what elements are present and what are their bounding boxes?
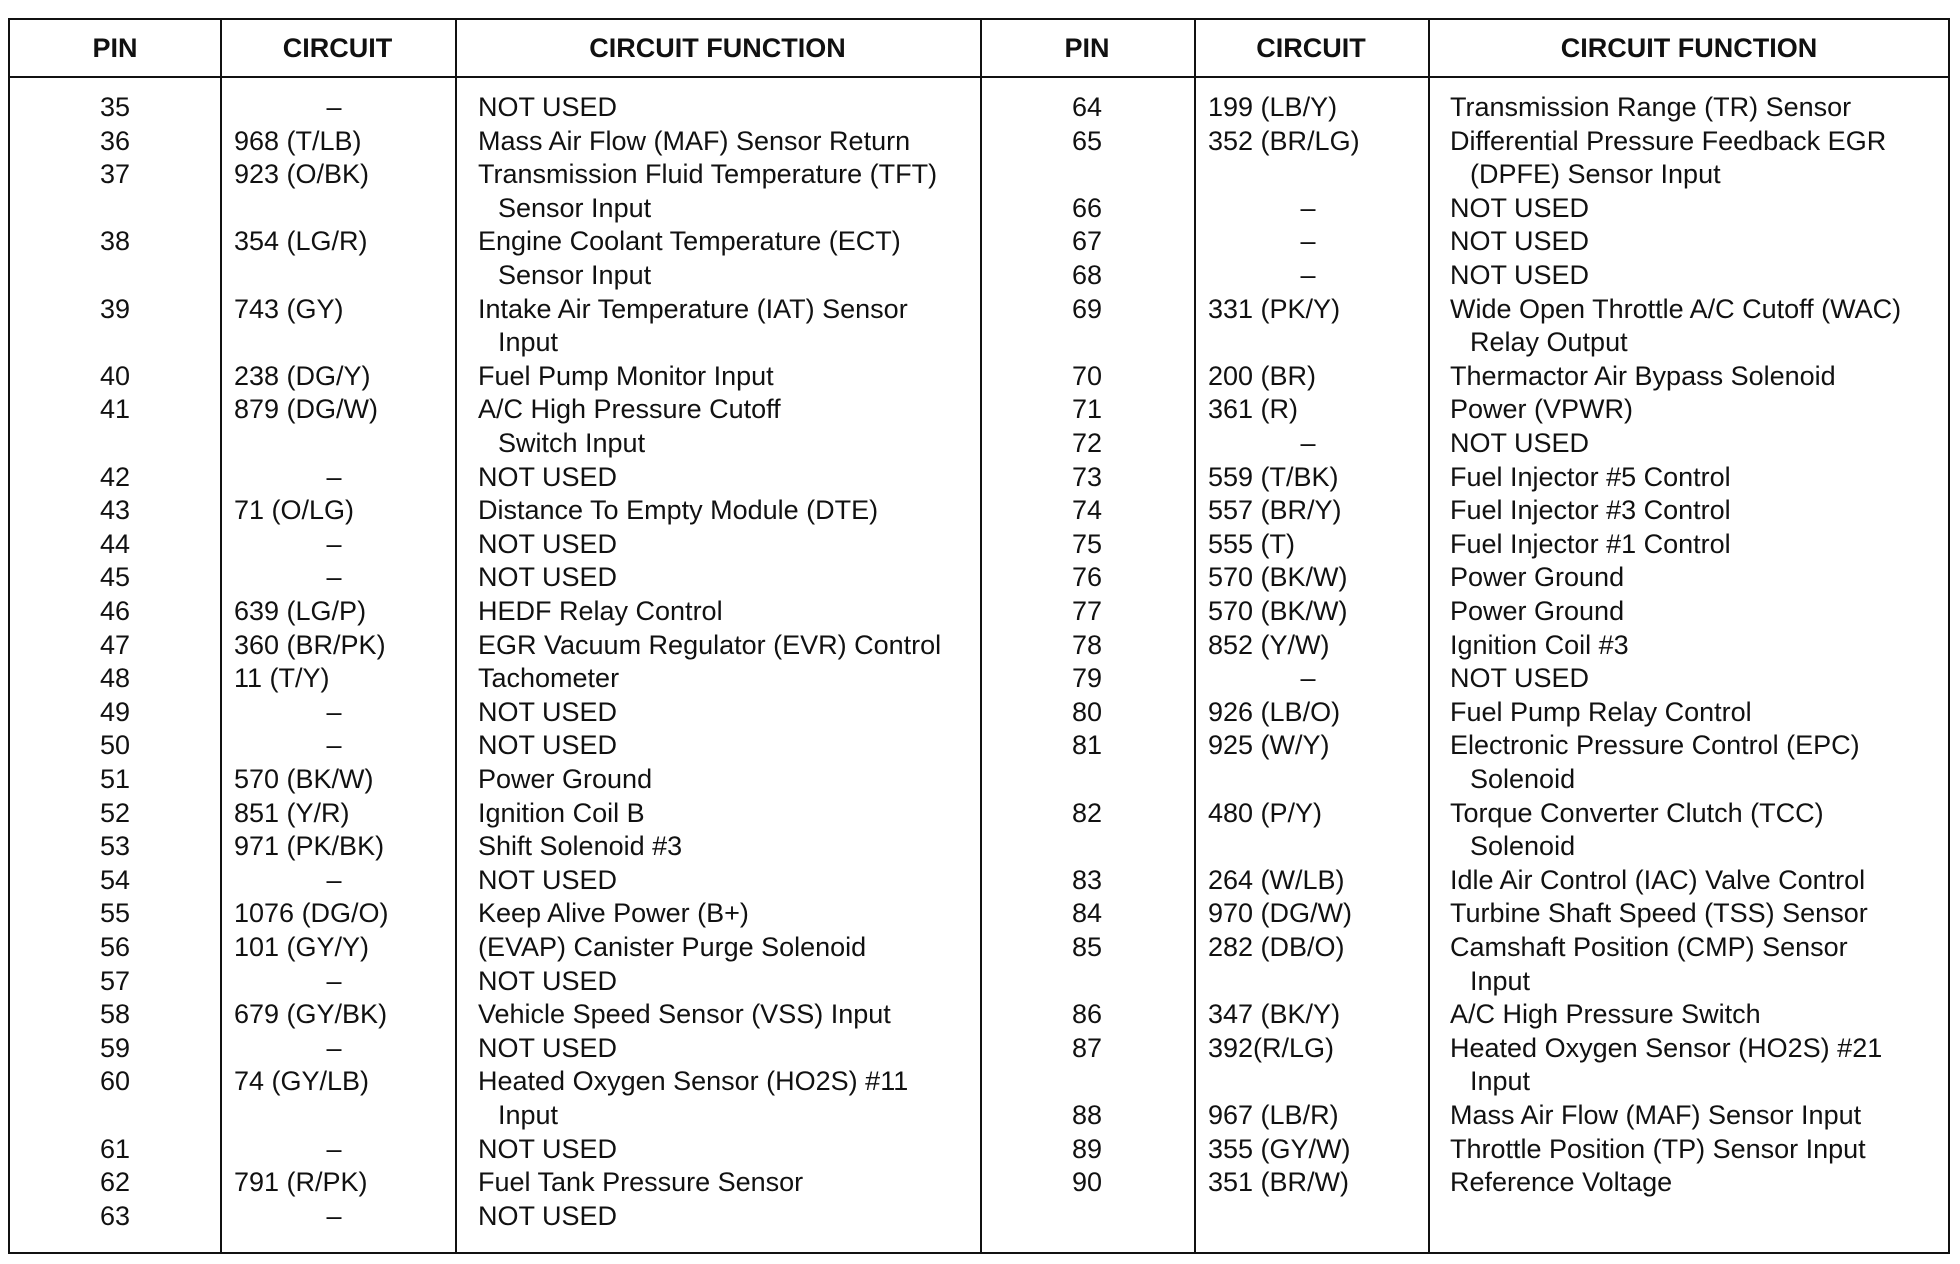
pin-number: 90 (1071, 1167, 1103, 1198)
pin-number: 45 (99, 562, 131, 593)
pin-number: 61 (99, 1133, 131, 1164)
circuit-code: 971 (PK/BK) (234, 831, 385, 862)
circuit-code: – (326, 92, 342, 122)
pin-number: 89 (1071, 1133, 1103, 1164)
header-pin-left: PIN (92, 33, 138, 63)
pin-number: 69 (1071, 293, 1103, 324)
circuit-code: – (326, 1032, 342, 1063)
circuit-function: Turbine Shaft Speed (TSS) Sensor (1450, 898, 1868, 929)
circuit-function: Distance To Empty Module (DTE) (478, 495, 879, 526)
circuit-function: NOT USED (478, 92, 618, 122)
circuit-function: NOT USED (1450, 260, 1590, 290)
circuit-function: Engine Coolant Temperature (ECT) (478, 226, 901, 257)
circuit-code: – (326, 730, 342, 761)
circuit-code: – (326, 696, 342, 727)
circuit-code: 879 (DG/W) (234, 394, 379, 425)
pin-number: 37 (99, 159, 131, 190)
pin-number: 46 (99, 596, 131, 626)
circuit-function-continued: Input (1470, 965, 1531, 996)
circuit-code: 347 (BK/Y) (1208, 999, 1341, 1030)
circuit-function: Transmission Fluid Temperature (TFT) (478, 159, 938, 190)
pin-number: 41 (99, 394, 131, 425)
circuit-code: 360 (BR/PK) (234, 629, 386, 660)
pin-number: 77 (1071, 596, 1103, 626)
pin-number: 64 (1071, 92, 1103, 122)
header-pin-right: PIN (1064, 33, 1110, 63)
pin-number: 42 (99, 461, 131, 492)
circuit-code: 967 (LB/R) (1208, 1100, 1339, 1130)
pin-number: 35 (99, 92, 131, 122)
pin-number: 83 (1071, 864, 1103, 895)
circuit-code: 851 (Y/R) (234, 797, 350, 828)
pin-number: 58 (99, 999, 131, 1030)
circuit-function: Tachometer (478, 663, 620, 694)
circuit-function: Transmission Range (TR) Sensor (1450, 92, 1852, 122)
circuit-function: Ignition Coil B (478, 797, 645, 828)
pin-number: 65 (1071, 125, 1103, 156)
circuit-code: – (326, 965, 342, 996)
circuit-function: EGR Vacuum Regulator (EVR) Control (478, 629, 942, 660)
circuit-function: Reference Voltage (1450, 1167, 1673, 1198)
circuit-code: 392(R/LG) (1208, 1032, 1335, 1063)
circuit-function: Idle Air Control (IAC) Valve Control (1450, 864, 1866, 895)
circuit-code: 639 (LG/P) (234, 596, 367, 626)
pin-number: 71 (1071, 394, 1103, 425)
circuit-code: 557 (BR/Y) (1208, 495, 1342, 526)
circuit-function: NOT USED (478, 1133, 618, 1164)
circuit-function: Fuel Pump Monitor Input (478, 360, 774, 391)
circuit-function-continued: Relay Output (1470, 327, 1628, 358)
circuit-code: 743 (GY) (234, 293, 344, 324)
column-divider (455, 20, 457, 1252)
circuit-function: HEDF Relay Control (478, 596, 723, 626)
circuit-code: – (326, 461, 342, 492)
pin-number: 43 (99, 495, 131, 526)
pin-number: 85 (1071, 932, 1103, 962)
pin-number: 36 (99, 125, 131, 156)
circuit-function-continued: Solenoid (1470, 831, 1576, 862)
pin-number: 51 (99, 764, 131, 794)
pin-number: 59 (99, 1032, 131, 1063)
pin-number: 52 (99, 797, 131, 828)
circuit-code: 101 (GY/Y) (234, 932, 370, 962)
circuit-code: 925 (W/Y) (1208, 730, 1330, 761)
circuit-function: Mass Air Flow (MAF) Sensor Return (478, 125, 911, 156)
circuit-code: 199 (LB/Y) (1208, 92, 1338, 122)
circuit-code: 200 (BR) (1208, 360, 1317, 391)
circuit-code: 559 (T/BK) (1208, 461, 1339, 492)
circuit-function-continued: Solenoid (1470, 764, 1576, 794)
pin-number: 48 (99, 663, 131, 694)
circuit-code: – (1300, 663, 1316, 694)
pin-number: 82 (1071, 797, 1103, 828)
circuit-code: 480 (P/Y) (1208, 797, 1323, 828)
circuit-function: Fuel Pump Relay Control (1450, 696, 1752, 727)
circuit-function: NOT USED (1450, 192, 1590, 223)
pin-number: 44 (99, 528, 131, 559)
circuit-code: 926 (LB/O) (1208, 696, 1341, 727)
circuit-function: Intake Air Temperature (IAT) Sensor (478, 293, 908, 324)
header-rule (10, 76, 1948, 78)
circuit-function: Shift Solenoid #3 (478, 831, 683, 862)
circuit-function: A/C High Pressure Cutoff (478, 394, 781, 425)
circuit-code: 679 (GY/BK) (234, 999, 388, 1030)
pin-number: 74 (1071, 495, 1103, 526)
circuit-function: Torque Converter Clutch (TCC) (1450, 797, 1824, 828)
circuit-code: 570 (BK/W) (1208, 596, 1348, 626)
circuit-function: Vehicle Speed Sensor (VSS) Input (478, 999, 891, 1030)
pin-number: 55 (99, 898, 131, 929)
circuit-function: NOT USED (1450, 663, 1590, 694)
circuit-code: 968 (T/LB) (234, 125, 362, 156)
circuit-function: Fuel Injector #3 Control (1450, 495, 1731, 526)
circuit-function: Keep Alive Power (B+) (478, 898, 749, 929)
pin-table (8, 18, 1950, 1254)
circuit-function: Differential Pressure Feedback EGR (1450, 125, 1887, 156)
column-divider (1194, 20, 1196, 1252)
pin-number: 84 (1071, 898, 1103, 929)
pin-number: 87 (1071, 1032, 1103, 1063)
pin-number: 86 (1071, 999, 1103, 1030)
circuit-function: Power Ground (1450, 596, 1625, 626)
circuit-function: Fuel Injector #5 Control (1450, 461, 1731, 492)
circuit-code: – (1300, 428, 1316, 458)
circuit-function-continued: (DPFE) Sensor Input (1470, 159, 1721, 190)
circuit-function: Power Ground (1450, 562, 1625, 593)
pin-number: 50 (99, 730, 131, 761)
circuit-code: 570 (BK/W) (1208, 562, 1348, 593)
circuit-code: – (326, 1133, 342, 1164)
circuit-code: 361 (R) (1208, 394, 1299, 425)
header-circuit-right: CIRCUIT (1256, 33, 1366, 63)
pin-number: 62 (99, 1167, 131, 1198)
circuit-code: 355 (GY/W) (1208, 1133, 1351, 1164)
pin-number: 53 (99, 831, 131, 862)
circuit-function-continued: Switch Input (498, 428, 646, 458)
circuit-function-continued: Sensor Input (498, 192, 652, 223)
circuit-function: Electronic Pressure Control (EPC) (1450, 730, 1860, 761)
circuit-function: Throttle Position (TP) Sensor Input (1450, 1133, 1866, 1164)
pin-number: 60 (99, 1066, 131, 1097)
circuit-code: 970 (DG/W) (1208, 898, 1353, 929)
circuit-function: Heated Oxygen Sensor (HO2S) #21 (1450, 1032, 1883, 1063)
circuit-code: – (326, 864, 342, 895)
circuit-function: Camshaft Position (CMP) Sensor (1450, 932, 1848, 962)
circuit-function: NOT USED (478, 461, 618, 492)
pin-number: 72 (1071, 428, 1103, 458)
column-divider (220, 20, 222, 1252)
circuit-function: NOT USED (478, 562, 618, 593)
circuit-code: 1076 (DG/O) (234, 898, 389, 929)
circuit-code: 74 (GY/LB) (234, 1066, 370, 1097)
header-circuit-function-left: CIRCUIT FUNCTION (589, 33, 846, 63)
circuit-function: Heated Oxygen Sensor (HO2S) #11 (478, 1066, 909, 1097)
circuit-code: 238 (DG/Y) (234, 360, 371, 391)
pin-number: 56 (99, 932, 131, 962)
circuit-function: NOT USED (478, 1200, 618, 1231)
circuit-code: 570 (BK/W) (234, 764, 374, 794)
circuit-function: Power Ground (478, 764, 653, 794)
circuit-code: 352 (BR/LG) (1208, 125, 1360, 156)
circuit-function: Thermactor Air Bypass Solenoid (1450, 360, 1836, 391)
circuit-code: 11 (T/Y) (234, 663, 330, 694)
circuit-code: 354 (LG/R) (234, 226, 368, 257)
circuit-code: 331 (PK/Y) (1208, 293, 1341, 324)
circuit-code: – (326, 528, 342, 559)
circuit-function: NOT USED (478, 696, 618, 727)
pin-number: 54 (99, 864, 131, 895)
circuit-code: – (1300, 260, 1316, 290)
circuit-function: NOT USED (1450, 428, 1590, 458)
circuit-function: NOT USED (478, 864, 618, 895)
circuit-function-continued: Sensor Input (498, 260, 652, 290)
header-circuit-left: CIRCUIT (282, 33, 393, 63)
pin-number: 75 (1071, 528, 1103, 559)
circuit-function: NOT USED (478, 1032, 618, 1063)
circuit-function: A/C High Pressure Switch (1450, 999, 1761, 1030)
circuit-code: 282 (DB/O) (1208, 932, 1345, 962)
pin-number: 78 (1071, 629, 1103, 660)
circuit-function: NOT USED (1450, 226, 1590, 257)
pin-number: 70 (1071, 360, 1103, 391)
circuit-function: NOT USED (478, 730, 618, 761)
pin-number: 81 (1071, 730, 1103, 761)
circuit-function: NOT USED (478, 965, 618, 996)
pin-number: 67 (1071, 226, 1103, 257)
pin-number: 40 (99, 360, 131, 391)
pin-number: 39 (99, 293, 131, 324)
circuit-function-continued: Input (498, 327, 559, 358)
pin-number: 66 (1071, 192, 1103, 223)
circuit-code: 71 (O/LG) (234, 495, 355, 526)
circuit-function: Power (VPWR) (1450, 394, 1634, 425)
circuit-code: 852 (Y/W) (1208, 629, 1330, 660)
circuit-code: 351 (BR/W) (1208, 1167, 1350, 1198)
circuit-code: 791 (R/PK) (234, 1167, 368, 1198)
pin-number: 73 (1071, 461, 1103, 492)
pin-number: 38 (99, 226, 131, 257)
circuit-code: – (326, 1200, 342, 1231)
circuit-code: – (1300, 192, 1316, 223)
circuit-function: (EVAP) Canister Purge Solenoid (478, 932, 867, 962)
circuit-function: NOT USED (478, 528, 618, 559)
circuit-function-continued: Input (1470, 1066, 1531, 1097)
column-divider (1428, 20, 1430, 1252)
pin-number: 63 (99, 1200, 131, 1231)
pin-number: 79 (1071, 663, 1103, 694)
pin-number: 47 (99, 629, 131, 660)
header-circuit-function-right: CIRCUIT FUNCTION (1560, 33, 1818, 63)
pin-number: 49 (99, 696, 131, 727)
pin-number: 80 (1071, 696, 1103, 727)
pin-number: 68 (1071, 260, 1103, 290)
circuit-code: – (326, 562, 342, 593)
circuit-function: Fuel Tank Pressure Sensor (478, 1167, 804, 1198)
circuit-code: 264 (W/LB) (1208, 864, 1345, 895)
circuit-function: Ignition Coil #3 (1450, 629, 1629, 660)
circuit-function: Mass Air Flow (MAF) Sensor Input (1450, 1100, 1862, 1130)
pin-number: 88 (1071, 1100, 1103, 1130)
circuit-code: 555 (T) (1208, 528, 1296, 559)
circuit-function-continued: Input (498, 1100, 559, 1130)
circuit-code: – (1300, 226, 1316, 257)
pin-number: 76 (1071, 562, 1103, 593)
pin-number: 57 (99, 965, 131, 996)
circuit-function: Wide Open Throttle A/C Cutoff (WAC) (1450, 293, 1902, 324)
circuit-code: 923 (O/BK) (234, 159, 370, 190)
circuit-function: Fuel Injector #1 Control (1450, 528, 1731, 559)
